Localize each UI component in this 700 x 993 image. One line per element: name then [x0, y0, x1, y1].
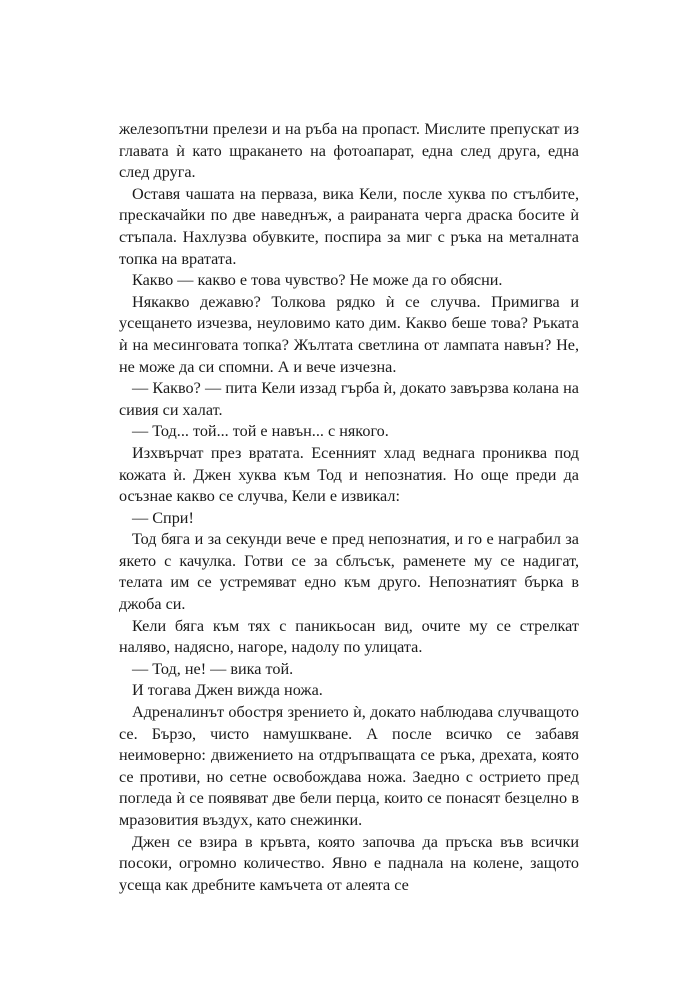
paragraph: Какво — какво е това чувство? Не може да го обясни.	[132, 271, 503, 290]
paragraph: железопътни прелези и на ръба на пропаст. Мислите препускат из главата ѝ като щракането на фотоапарат, една след друга, една след друга.	[119, 120, 579, 182]
paragraph: — Тод, не! — вика той.	[132, 659, 294, 678]
paragraph: Оставя чашата на перваза, вика Кели, после хуква по стълбите, прескачайки по две наведнъж, а раираната черга драска босите ѝ стъпала. Нахлузва обувките, поспира за миг с ръка на металната топка на вратата.	[119, 184, 579, 268]
paragraph: Тод бяга и за секунди вече е пред непознатия, и го е награбил за якето с качулка. Готви се за сблъсък, раменете му се надигат, телата им се устремяват едно към друго. Непознатият бърка в джоба си.	[119, 530, 579, 614]
paragraph: — Какво? — пита Кели иззад гърба ѝ, докато завързва колана на сивия си халат.	[119, 379, 579, 419]
paragraph: — Спри!	[132, 508, 194, 527]
paragraph: Кели бяга към тях с паникьосан вид, очите му се стрелкат наляво, надясно, нагоре, надолу по улицата.	[119, 616, 579, 657]
paragraph: Джен се взира в кръвта, която започва да пръска във всички посоки, огромно количество. Явно е паднала на колене, защото усеща как дребните камъчета от алеята се	[119, 832, 579, 894]
paragraph: И тогава Джен вижда ножа.	[132, 681, 323, 700]
paragraph: — Тод... той... той е навън... с някого.	[132, 422, 389, 441]
paragraph: Изхвърчат през вратата. Есенният хлад веднага прониква под кожата ѝ. Джен хуква към Тод и непознатия. Но още преди да осъзнае какво се случва, Кели е извикал:	[119, 443, 579, 506]
paragraph: Адреналинът обостря зрението ѝ, докато наблюдава случващото се. Бързо, чисто намушкване. А после всичко се забавя неимоверно: движението на отдръпващата се ръка, дрехата, която се противи, но сетне освобождава ножа. Заедно с острието пред погледа ѝ се появяват две бели перца, които се понасят безцелно в мразовития въздух, като снежинки.	[119, 703, 579, 829]
paragraph: Някакво дежавю? Толкова рядко ѝ се случва. Примигва и усещането изчезва, неуловимо като дим. Какво беше това? Ръката ѝ на месинговата топка? Жълтата светлина от лампата навън? Не, не може да си спомни. А и вече изчезна.	[119, 292, 579, 376]
page-text	[119, 119, 579, 896]
